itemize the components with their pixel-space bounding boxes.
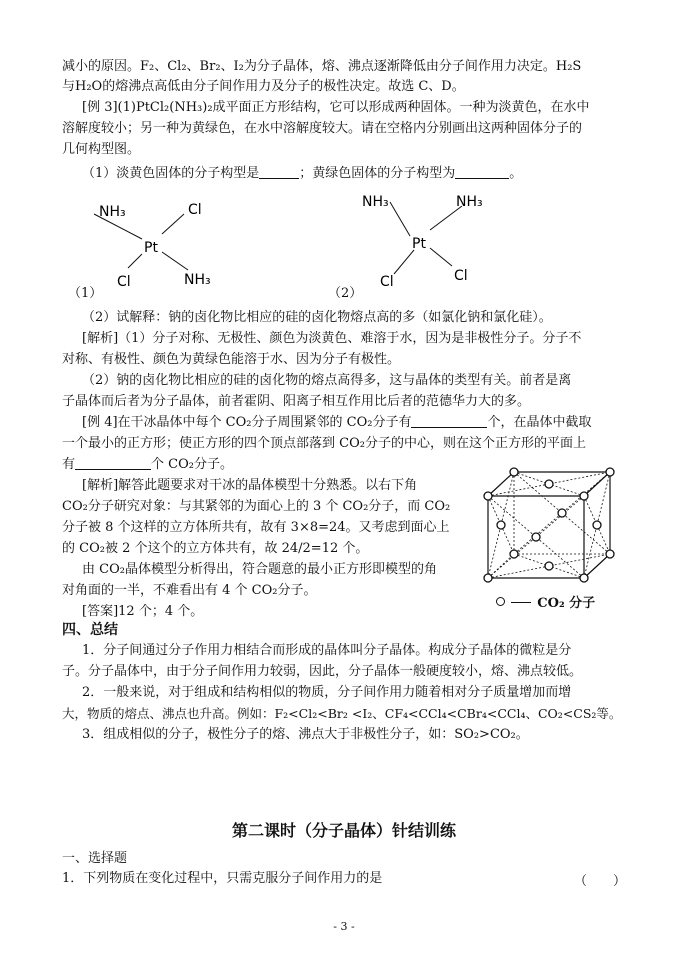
section-heading: 四、总结 xyxy=(62,622,118,638)
co2-molecule-marker-icon xyxy=(496,597,505,606)
answer-blank xyxy=(75,457,151,470)
text-line: 子晶体而后者为分子晶体，前者霍阴、阳离子相互作用比后者的范德华力大的多。 xyxy=(62,394,531,409)
text-line: 的 CO₂被 2 个这个的立方体共有，故 24/2=12 个。 xyxy=(62,541,369,556)
text-line: 1．分子间通过分子作用力相结合而形成的晶体叫分子晶体。构成分子晶体的微粒是分 xyxy=(82,643,572,658)
ligand-label: NH₃ xyxy=(456,194,483,210)
ligand-label: Cl xyxy=(380,274,394,290)
text-line: 大，物质的熔点、沸点也升高。例如：F₂<Cl₂<Br₂ <I₂、CF₄<CCl₄<CBr₄<CCl₄、CO₂<CS₂等。 xyxy=(62,706,622,721)
legend-line xyxy=(511,602,531,603)
figure-label: （2） xyxy=(328,286,363,301)
ligand-label: NH₃ xyxy=(362,194,389,210)
text-line: 几何构型图。 xyxy=(62,142,141,157)
ligand-label: Cl xyxy=(454,268,468,284)
legend-label: CO₂ 分子 xyxy=(537,596,596,611)
question-line xyxy=(82,414,628,432)
text-line: 由 CO₂晶体模型分析得出，符合题意的最小正方形即模型的角 xyxy=(82,562,437,577)
text-line: [解析]（1）分子对称、无极性、颜色为淡黄色、难溶于水，因为是非极性分子。分子不 xyxy=(82,331,582,346)
metal-label: Pt xyxy=(144,240,158,256)
text-line: [例 3](1)PtCl₂(NH₃)₂成平面正方形结构，它可以形成两种固体。一种为淡黄色，在水中 xyxy=(82,100,590,115)
text-line: 分子被 8 个这样的立方体所共有，故有 3×8=24。又考虑到面心上 xyxy=(62,520,450,535)
text-line: [答案]12 个；4 个。 xyxy=(82,604,204,619)
section-heading: 一、选择题 xyxy=(62,851,128,866)
answer-blank xyxy=(259,166,299,179)
question-part: 个，在晶体中截取 xyxy=(487,415,592,430)
text-line: （2）试解释：钠的卤化物比相应的硅的卤化物熔点高的多（如氯化钠和氯化硅）。 xyxy=(82,310,552,325)
text-line: CO₂分子研究对象：与其紧邻的为面心上的 3 个 CO₂分子，而 CO₂ xyxy=(62,499,451,514)
ligand-label: NH₃ xyxy=(184,272,211,288)
ligand-label: NH₃ xyxy=(99,204,126,220)
page-number: - 3 - xyxy=(333,920,355,933)
text-line: （2）钠的卤化物比相应的硅的卤化物的熔点高得多，这与晶体的类型有关。前者是离 xyxy=(82,373,572,388)
question-part: [例 4]在干冰晶体中每个 CO₂分子周围紧邻的 CO₂分子有 xyxy=(82,415,412,430)
text-line: [解析]解答此题要求对干冰的晶体模型十分熟悉。以右下角 xyxy=(82,478,418,493)
metal-label: Pt xyxy=(412,236,426,252)
ligand-label: Cl xyxy=(117,274,131,290)
text-line: 一个最小的正方形；使正方形的四个顶点部落到 CO₂分子的中心，则在这个正方形的平面上 xyxy=(62,436,586,451)
page-title: 第二课时（分子晶体）针结训练 xyxy=(231,821,456,840)
answer-blank xyxy=(411,415,487,428)
text-line: 对称、有极性、颜色为黄绿色能溶于水、因为分子有极性。 xyxy=(62,352,401,367)
legend xyxy=(496,592,595,611)
text-line: 与H₂O的熔沸点高低由分子间作用力及分子的极性决定。故选 C、D。 xyxy=(62,79,465,94)
ligand-label: Cl xyxy=(188,202,202,218)
text-line: 对角面的一半，不难看出有 4 个 CO₂分子。 xyxy=(62,583,317,598)
question-part: ；黄绿色固体的分子构型为 xyxy=(299,166,456,181)
text-line: 3．组成相似的分子，极性分子的熔、沸点大于非极性分子，如：SO₂>CO₂。 xyxy=(82,727,529,742)
text-line: 减小的原因。F₂、Cl₂、Br₂、I₂为分子晶体，熔、沸点逐渐降低由分子间作用力决定。H₂S xyxy=(62,59,582,74)
answer-blank xyxy=(455,166,509,179)
question-part: 有 xyxy=(62,457,76,472)
text-line: 2．一般来说，对于组成和结构相似的物质，分子间作用力随着相对分子质量增加而增 xyxy=(82,685,572,700)
figure-label: （1） xyxy=(68,286,103,301)
text-line: 子。分子晶体中，由于分子间作用力较弱，因此，分子晶体一般硬度较小，熔、沸点较低。 xyxy=(62,664,583,679)
question-part: （1）淡黄色固体的分子构型是 xyxy=(82,166,260,181)
question-line xyxy=(82,165,628,183)
question-part: 。 xyxy=(509,166,523,181)
question-part: 个 CO₂分子。 xyxy=(151,457,233,472)
text-line: 溶解度较小；另一种为黄绿色，在水中溶解度较大。请在空格内分别画出这两种固体分子的 xyxy=(62,121,583,136)
answer-paren: （ ） xyxy=(574,874,627,889)
question-text: 1．下列物质在变化过程中，只需克服分子间作用力的是 xyxy=(62,871,383,886)
